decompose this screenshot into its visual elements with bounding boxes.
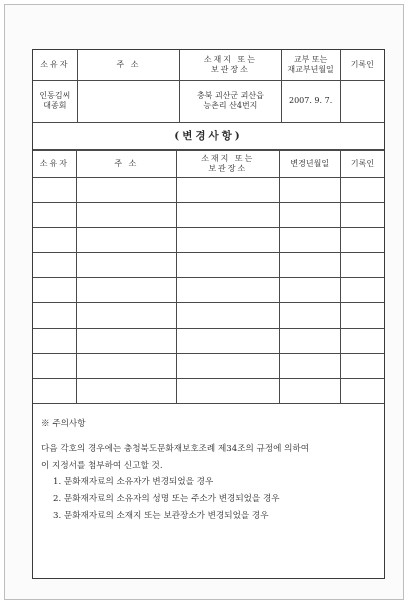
table-cell — [340, 278, 384, 303]
table-row — [33, 379, 384, 404]
changes-rows — [33, 177, 384, 404]
table-cell — [177, 202, 279, 227]
table-cell — [76, 227, 176, 252]
notes-intro-continued: 이 지정서를 첨부하여 신고할 것. — [41, 460, 163, 471]
table-cell — [340, 227, 384, 252]
table-cell — [177, 353, 279, 378]
notes-section — [33, 404, 384, 525]
table-row — [33, 303, 384, 328]
notes-intro: 다음 각호의 경우에는 충청북도문화재보호조례 제34조의 규정에 의하여 — [41, 443, 310, 454]
header-owner: 소유자 — [33, 50, 77, 80]
table-cell — [279, 227, 340, 252]
table-cell — [279, 253, 340, 278]
table-cell — [33, 202, 76, 227]
designation-data-row — [33, 80, 384, 122]
table-cell — [177, 278, 279, 303]
table-cell — [33, 328, 76, 353]
table-cell — [76, 353, 176, 378]
table-cell — [76, 328, 176, 353]
recorder-cell — [340, 80, 384, 122]
table-cell — [340, 328, 384, 353]
table-cell — [33, 303, 76, 328]
table-cell — [340, 177, 384, 202]
table-cell — [33, 177, 76, 202]
changes-table — [33, 150, 384, 405]
owner-cell: 인동김씨 대종회 — [33, 80, 77, 122]
table-cell — [340, 379, 384, 404]
header-location: 소재지 또는 보관장소 — [180, 50, 281, 80]
header-recorder: 기록인 — [340, 50, 384, 80]
designation-header-row — [33, 50, 384, 80]
table-cell — [279, 202, 340, 227]
table-row — [33, 227, 384, 252]
table-cell — [279, 303, 340, 328]
notes-item-3: 3. 문화재자료의 소재지 또는 보관장소가 변경되었을 경우 — [53, 510, 269, 521]
table-row — [33, 202, 384, 227]
table-cell — [177, 303, 279, 328]
table-row — [33, 278, 384, 303]
table-cell — [279, 379, 340, 404]
table-cell — [340, 353, 384, 378]
page-frame — [4, 4, 404, 600]
notes-heading: ※ 주의사항 — [41, 419, 86, 430]
table-cell — [33, 227, 76, 252]
table-cell — [340, 253, 384, 278]
table-cell — [279, 353, 340, 378]
table-row — [33, 177, 384, 202]
location-cell: 충북 괴산군 괴산읍 능촌리 산4번지 — [180, 80, 281, 122]
changes-header-location: 소재지 또는 보관장소 — [177, 150, 279, 177]
table-cell — [76, 253, 176, 278]
table-cell — [177, 328, 279, 353]
table-cell — [33, 278, 76, 303]
table-cell — [279, 328, 340, 353]
table-cell — [76, 303, 176, 328]
document-sheet — [32, 49, 385, 579]
changes-title: (변경사항) — [33, 123, 384, 150]
table-cell — [279, 278, 340, 303]
header-address: 주 소 — [77, 50, 179, 80]
table-row — [33, 253, 384, 278]
table-cell — [340, 303, 384, 328]
header-issue-date: 교부 또는 재교부년월일 — [281, 50, 340, 80]
table-cell — [177, 379, 279, 404]
table-cell — [76, 278, 176, 303]
table-row — [33, 353, 384, 378]
table-cell — [76, 379, 176, 404]
issue-date-cell: 2007. 9. 7. — [281, 80, 340, 122]
changes-header-row — [33, 150, 384, 177]
table-cell — [177, 253, 279, 278]
table-cell — [33, 379, 76, 404]
changes-header-address: 주 소 — [76, 150, 176, 177]
table-cell — [76, 177, 176, 202]
changes-header-owner: 소유자 — [33, 150, 76, 177]
table-cell — [33, 253, 76, 278]
notes-item-1: 1. 문화재자료의 소유자가 변경되었을 경우 — [53, 477, 214, 488]
table-cell — [340, 202, 384, 227]
designation-table — [33, 50, 384, 123]
changes-header-recorder: 기록인 — [340, 150, 384, 177]
table-cell — [76, 202, 176, 227]
table-cell — [279, 177, 340, 202]
table-row — [33, 328, 384, 353]
notes-item-2: 2. 문화재자료의 소유자의 성명 또는 주소가 변경되었을 경우 — [53, 494, 280, 505]
table-cell — [177, 227, 279, 252]
table-cell — [33, 353, 76, 378]
table-cell — [177, 177, 279, 202]
changes-header-date: 변경년월일 — [279, 150, 340, 177]
address-cell — [77, 80, 179, 122]
